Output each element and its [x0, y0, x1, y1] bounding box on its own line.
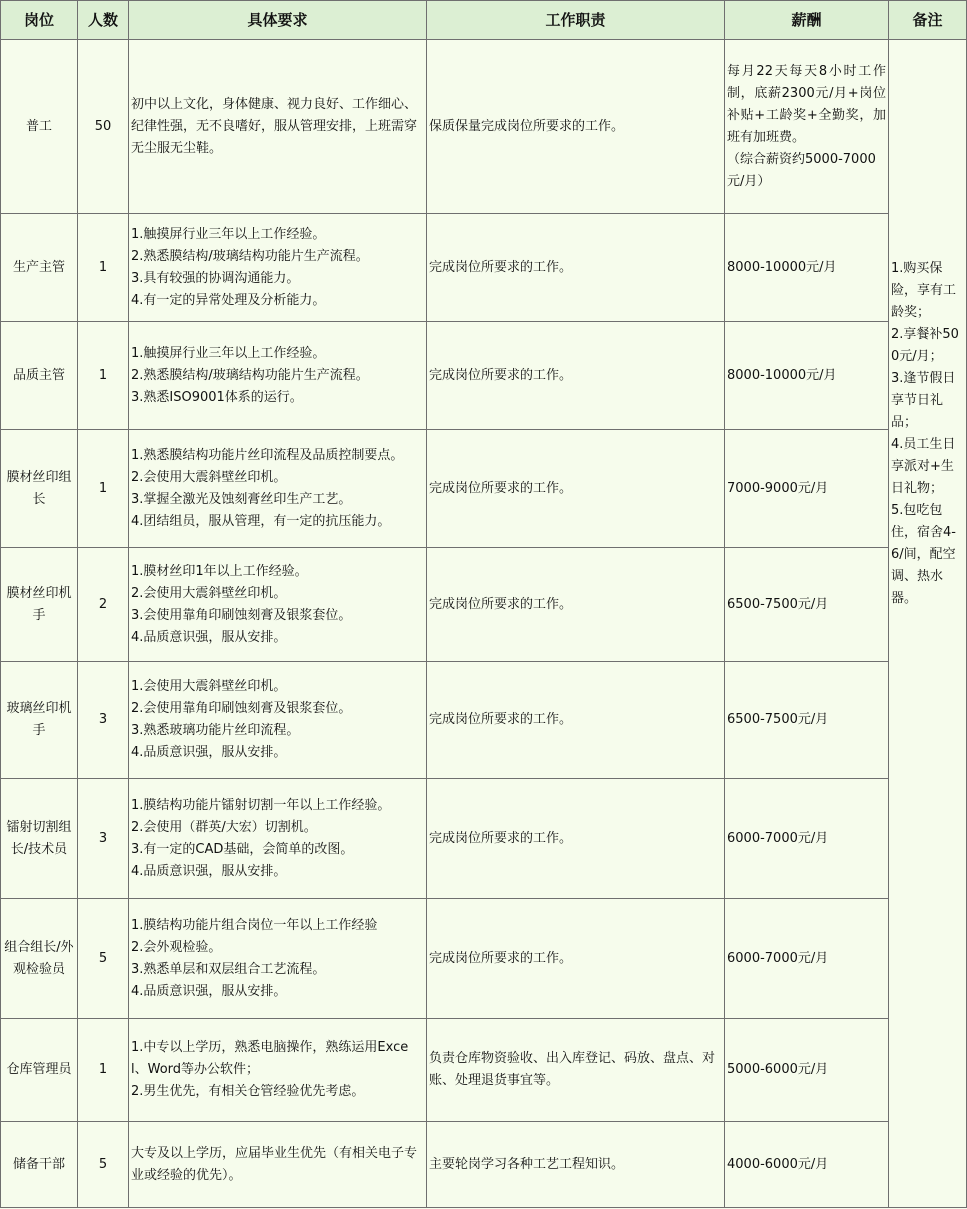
salary-cell — [725, 322, 889, 430]
position-cell: 仓库管理员 — [1, 1019, 78, 1122]
requirements-cell — [129, 1019, 427, 1122]
salary-line: （综合薪资约5000-7000元/月） — [727, 151, 876, 189]
duties-cell: 保质保量完成岗位所要求的工作。 — [427, 40, 725, 214]
remark-line: 4.员工生日享派对+生日礼物； — [891, 436, 956, 496]
salary-line: 6000-7000元/月 — [727, 950, 829, 966]
requirements-cell — [129, 779, 427, 899]
salary-line: 6500-7500元/月 — [727, 712, 829, 727]
position-cell: 膜材丝印机手 — [1, 548, 78, 662]
table-row — [1, 899, 967, 1019]
position-cell: 储备干部 — [1, 1122, 78, 1208]
duties-cell: 完成岗位所要求的工作。 — [427, 899, 725, 1019]
requirement-line: 初中以上文化，身体健康、视力良好、工作细心、纪律性强，无不良嗜好，服从管理安排，上班需穿无尘服无尘鞋。 — [131, 96, 418, 156]
header-position: 岗位 — [1, 1, 78, 40]
count-cell: 3 — [78, 662, 129, 779]
count-cell: 50 — [78, 40, 129, 214]
position-cell: 组合组长/外观检验员 — [1, 899, 78, 1019]
salary-line: 8000-10000元/月 — [727, 259, 837, 275]
remarks-cell — [889, 40, 967, 1208]
duties-cell: 完成岗位所要求的工作。 — [427, 662, 725, 779]
count-cell: 1 — [78, 1019, 129, 1122]
duties-cell: 完成岗位所要求的工作。 — [427, 548, 725, 662]
requirements-cell — [129, 548, 427, 662]
remark-line: 1.购买保险，享有工龄奖； — [891, 260, 957, 320]
requirement-line: 4.有一定的异常处理及分析能力。 — [131, 292, 326, 308]
table-row — [1, 779, 967, 899]
position-cell: 品质主管 — [1, 322, 78, 430]
duties-cell: 完成岗位所要求的工作。 — [427, 214, 725, 322]
salary-cell — [725, 548, 889, 662]
salary-line: 6000-7000元/月 — [727, 830, 829, 846]
salary-line: 6500-7500元/月 — [727, 596, 829, 612]
salary-cell — [725, 214, 889, 322]
count-cell: 3 — [78, 779, 129, 899]
table-row — [1, 214, 967, 322]
requirements-cell — [129, 662, 427, 779]
header-remarks: 备注 — [889, 1, 967, 40]
requirement-line: 2.男生优先，有相关仓管经验优先考虑。 — [131, 1084, 365, 1099]
salary-cell — [725, 430, 889, 548]
requirement-line: 2.熟悉膜结构/玻璃结构功能片生产流程。 — [131, 248, 369, 264]
table-row — [1, 548, 967, 662]
salary-line: 每月22天每天8小时工作制，底薪2300元/月+岗位补贴+工龄奖+全勤奖，加班有加班费。 — [727, 63, 886, 145]
requirement-line: 1.触摸屏行业三年以上工作经验。 — [131, 345, 326, 361]
requirement-line: 1.熟悉膜结构功能片丝印流程及品质控制要点。 — [131, 447, 404, 463]
requirement-line: 4.品质意识强，服从安排。 — [131, 629, 287, 645]
count-cell: 2 — [78, 548, 129, 662]
position-cell: 玻璃丝印机手 — [1, 662, 78, 779]
table-row — [1, 430, 967, 548]
requirements-cell — [129, 1122, 427, 1208]
duties-cell: 完成岗位所要求的工作。 — [427, 322, 725, 430]
table-row — [1, 1122, 967, 1208]
duties-cell: 主要轮岗学习各种工艺工程知识。 — [427, 1122, 725, 1208]
requirement-line: 1.膜结构功能片组合岗位一年以上工作经验 — [131, 917, 378, 933]
position-cell: 普工 — [1, 40, 78, 214]
salary-cell — [725, 40, 889, 214]
requirements-cell — [129, 322, 427, 430]
table-row — [1, 40, 967, 214]
header-salary: 薪酬 — [725, 1, 889, 40]
requirement-line: 2.会使用（群英/大宏）切割机。 — [131, 819, 317, 835]
requirement-line: 4.团结组员，服从管理，有一定的抗压能力。 — [131, 513, 391, 529]
count-cell: 5 — [78, 1122, 129, 1208]
requirement-line: 3.熟悉单层和双层组合工艺流程。 — [131, 961, 326, 977]
count-cell: 1 — [78, 214, 129, 322]
requirement-line: 4.品质意识强，服从安排。 — [131, 863, 287, 879]
salary-line: 8000-10000元/月 — [727, 367, 837, 383]
salary-cell — [725, 1122, 889, 1208]
requirement-line: 3.具有较强的协调沟通能力。 — [131, 270, 300, 286]
count-cell: 1 — [78, 322, 129, 430]
requirement-line: 2.会使用大震斜壁丝印机。 — [131, 469, 287, 485]
count-cell: 1 — [78, 430, 129, 548]
salary-cell — [725, 1019, 889, 1122]
requirement-line: 4.品质意识强，服从安排。 — [131, 983, 287, 999]
salary-line: 4000-6000元/月 — [727, 1156, 829, 1172]
remark-line: 5.包吃包住，宿舍4-6/间，配空调、热水器。 — [891, 502, 956, 606]
header-row — [1, 1, 967, 40]
position-cell: 镭射切割组长/技术员 — [1, 779, 78, 899]
requirement-line: 3.熟悉ISO9001体系的运行。 — [131, 389, 303, 405]
header-duties: 工作职责 — [427, 1, 725, 40]
salary-cell — [725, 779, 889, 899]
requirement-line: 2.会外观检验。 — [131, 939, 222, 955]
requirement-line: 1.会使用大震斜壁丝印机。 — [131, 679, 287, 694]
remark-line: 3.逢节假日享节日礼品； — [891, 370, 956, 430]
requirement-line: 1.中专以上学历，熟悉电脑操作，熟练运用Excel、Word等办公软件； — [131, 1040, 409, 1077]
requirement-line: 3.有一定的CAD基础，会简单的改图。 — [131, 841, 354, 857]
requirement-line: 1.触摸屏行业三年以上工作经验。 — [131, 226, 326, 242]
requirement-line: 4.品质意识强，服从安排。 — [131, 745, 287, 760]
salary-cell — [725, 899, 889, 1019]
requirement-line: 1.膜材丝印1年以上工作经验。 — [131, 563, 308, 579]
requirement-line: 2.会使用大震斜壁丝印机。 — [131, 585, 287, 601]
requirements-cell — [129, 430, 427, 548]
header-count: 人数 — [78, 1, 129, 40]
salary-line: 7000-9000元/月 — [727, 480, 829, 496]
requirements-cell — [129, 899, 427, 1019]
salary-line: 5000-6000元/月 — [727, 1062, 829, 1077]
requirement-line: 3.会使用靠角印刷蚀刻膏及银浆套位。 — [131, 607, 352, 623]
duties-cell: 完成岗位所要求的工作。 — [427, 430, 725, 548]
table-row — [1, 1019, 967, 1122]
duties-cell: 负责仓库物资验收、出入库登记、码放、盘点、对账、处理退货事宜等。 — [427, 1019, 725, 1122]
count-cell: 5 — [78, 899, 129, 1019]
table-row — [1, 662, 967, 779]
requirement-line: 2.熟悉膜结构/玻璃结构功能片生产流程。 — [131, 367, 369, 383]
salary-cell — [725, 662, 889, 779]
requirement-line: 3.掌握全激光及蚀刻膏丝印生产工艺。 — [131, 491, 352, 507]
requirement-line: 1.膜结构功能片镭射切割一年以上工作经验。 — [131, 797, 391, 813]
position-cell: 膜材丝印组长 — [1, 430, 78, 548]
requirement-line: 3.熟悉玻璃功能片丝印流程。 — [131, 723, 300, 738]
duties-cell: 完成岗位所要求的工作。 — [427, 779, 725, 899]
requirements-cell — [129, 214, 427, 322]
requirement-line: 大专及以上学历，应届毕业生优先（有相关电子专业或经验的优先）。 — [131, 1145, 418, 1183]
table-row — [1, 322, 967, 430]
header-requirements: 具体要求 — [129, 1, 427, 40]
position-cell: 生产主管 — [1, 214, 78, 322]
requirements-cell — [129, 40, 427, 214]
remark-line: 2.享餐补500元/月； — [891, 326, 959, 364]
requirement-line: 2.会使用靠角印刷蚀刻膏及银浆套位。 — [131, 701, 352, 716]
